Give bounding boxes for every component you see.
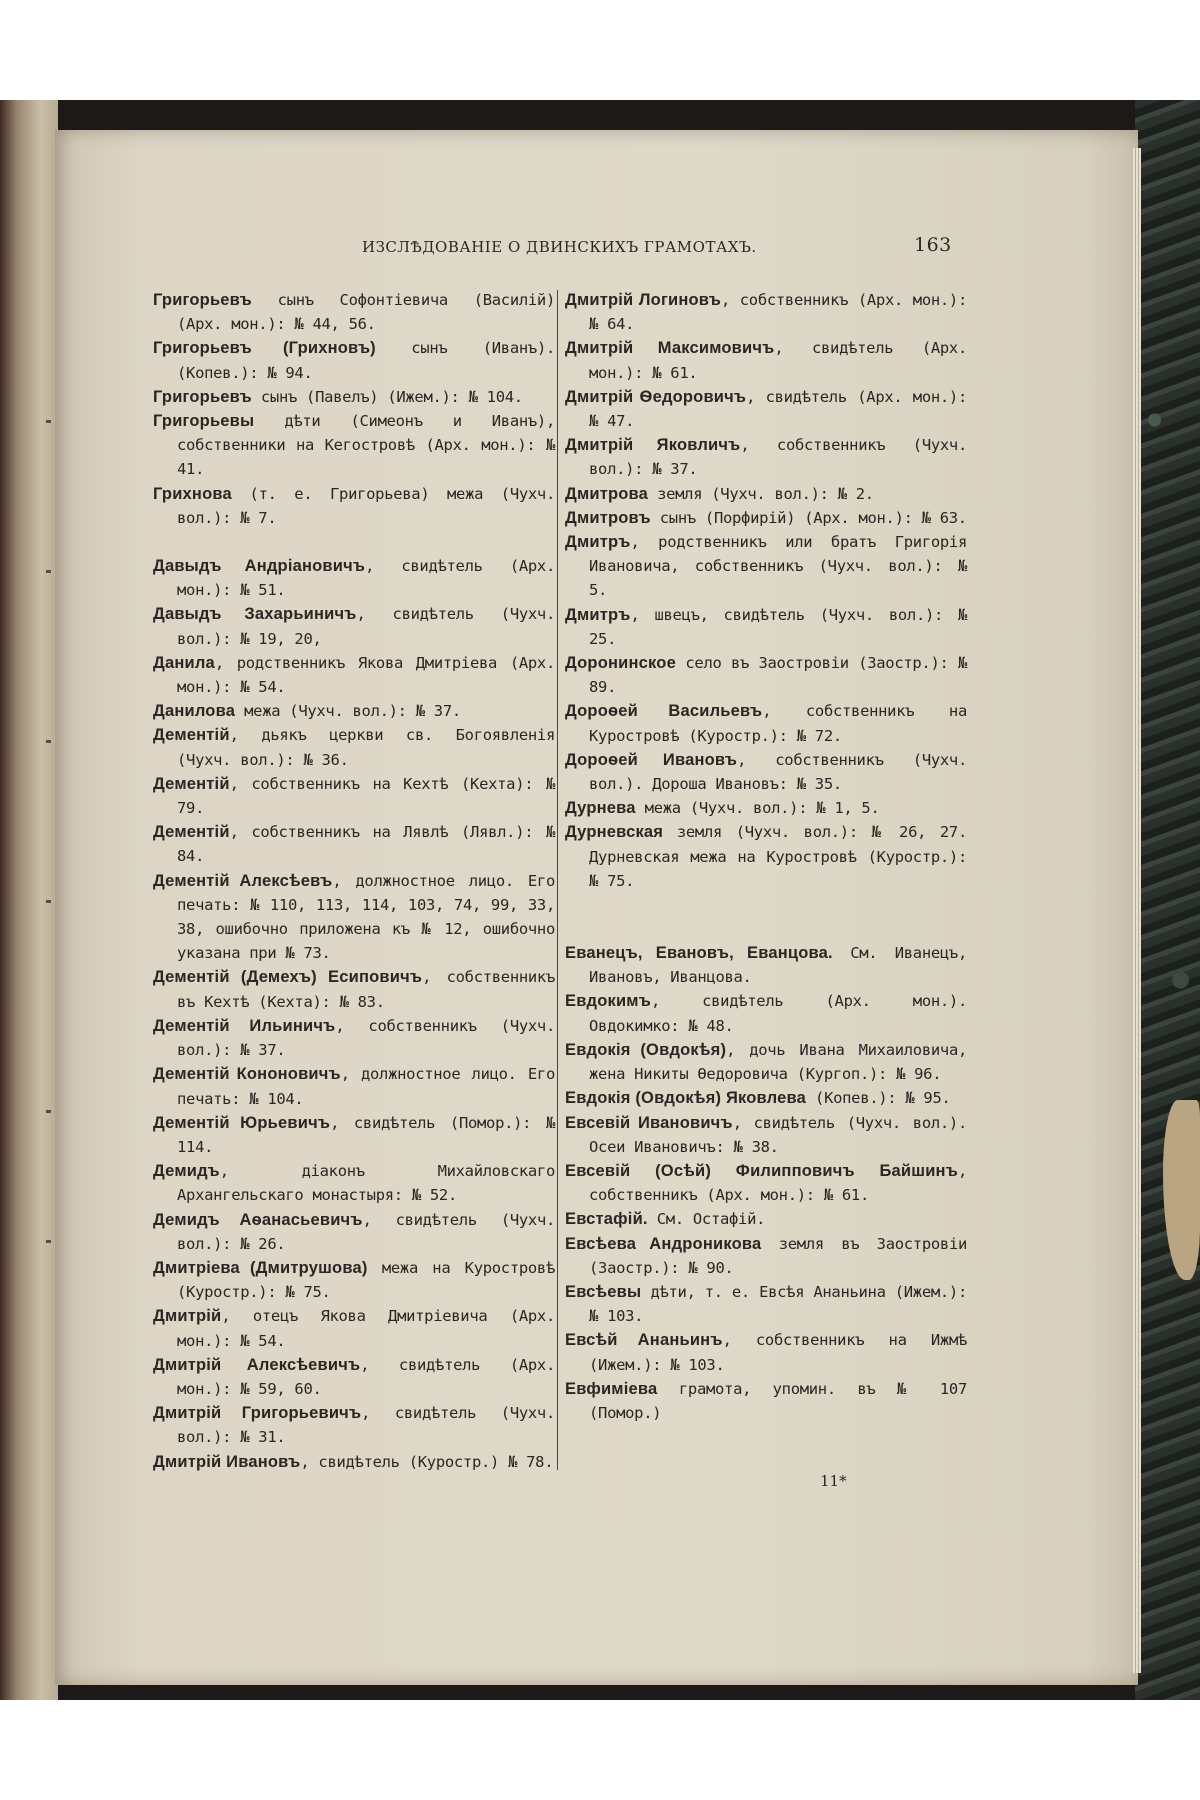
entry-headword: Данила <box>153 653 215 672</box>
entry-headword: Дороѳей Ивановъ <box>565 750 738 769</box>
index-entry <box>153 288 555 336</box>
entry-description: , свидѣтель (Арх. мон.). Овдокимко: № 48. <box>589 992 967 1035</box>
entry-description: (т. е. Григорьева) межа (Чухч. вол.): № 7. <box>177 484 555 527</box>
index-entry <box>565 603 967 651</box>
index-entry <box>153 385 555 409</box>
index-entry <box>153 1208 555 1256</box>
index-entry <box>565 1328 967 1376</box>
entry-description: , дочь Ивана Михаиловича, жена Никиты Ѳедоровича (Кургоп.): № 96. <box>589 1040 968 1084</box>
entry-headword: Дмитрій Ѳедоровичъ <box>565 387 747 406</box>
entry-headword: Дементій Кононовичъ <box>153 1065 341 1084</box>
entry-headword: Евфиміева <box>565 1379 658 1398</box>
entry-description: , должностное лицо. Его печать: № 104. <box>177 1065 556 1108</box>
entry-description: сынъ (Павелъ) (Ижем.): № 104. <box>251 387 523 406</box>
entry-description: , дьякъ церкви св. Богоявленія (Чухч. вол.): № 36. <box>177 726 555 769</box>
column-divider <box>557 290 558 1470</box>
entry-description: сынъ (Иванъ). (Копев.): № 94. <box>177 339 556 382</box>
index-entry <box>565 288 967 336</box>
entry-description: село въ Заостровіи (Заостр.): № 89. <box>589 654 967 697</box>
entry-description: дѣти, т. е. Евсѣя Ананьина (Ижем.): № 103. <box>589 1282 967 1326</box>
entry-description: сынъ Софонтіевича (Василій) (Арх. мон.): № 44, 56. <box>177 291 555 334</box>
entry-description: межа (Чухч. вол.): № 1, 5. <box>635 799 880 818</box>
index-entry <box>565 748 967 796</box>
index-entry <box>153 336 555 384</box>
entry-description: земля въ Заостровіи (Заостр.): № 90. <box>589 1234 968 1277</box>
entry-headword: Дмитрій Ивановъ <box>153 1452 301 1471</box>
entry-headword: Дмитрій Алексѣевичъ <box>153 1355 361 1374</box>
index-entry <box>153 1062 555 1110</box>
entry-headword: Евсѣй Ананьинъ <box>565 1331 723 1350</box>
entry-description: , собственникъ на Куростровѣ (Куростр.): № 72. <box>589 702 967 745</box>
index-entry <box>153 651 555 699</box>
entry-description: , діаконъ Михайловскаго Архангельскаго монастыря: № 52. <box>177 1162 555 1205</box>
index-entry <box>565 699 967 747</box>
entry-headword: Евдокія (Овдокѣя) Яковлева <box>565 1089 806 1108</box>
entry-headword: Дмитровъ <box>565 508 651 527</box>
index-entry <box>565 506 967 530</box>
entry-headword: Дементій Юрьевичъ <box>153 1113 331 1132</box>
entry-headword: Дмитрій <box>153 1307 222 1326</box>
index-entry <box>153 554 555 602</box>
entry-description: , отецъ Якова Дмитріевича (Арх. мон.): № 54. <box>177 1307 555 1350</box>
index-entry <box>153 1353 555 1401</box>
entry-description: , свидѣтель (Чухч. вол.): № 19, 20, <box>177 605 555 648</box>
entry-headword: Евдокія (Овдокѣя) <box>565 1040 727 1059</box>
entry-headword: Евсѣева Андроникова <box>565 1234 762 1253</box>
index-entry <box>565 1207 967 1231</box>
entry-headword: Григорьевы <box>153 412 255 431</box>
index-entry <box>565 1038 967 1086</box>
entry-description: , свидѣтель (Помор.): № 114. <box>177 1113 555 1156</box>
entry-headword: Дмитрій Яковличъ <box>565 436 741 455</box>
entry-headword: Григорьевъ (Грихновъ) <box>153 339 376 358</box>
book-cover-edge <box>1135 100 1200 1700</box>
index-entry <box>565 651 967 699</box>
left-page-edge <box>0 100 58 1700</box>
entry-description: дѣти (Симеонъ и Иванъ), собственники на Кегостровѣ (Арх. мон.): № 41. <box>177 412 555 479</box>
entry-description: , родственникъ или братъ Григорія Ивановича, собственникъ (Чухч. вол.): № 5. <box>589 533 967 600</box>
entry-headword: Доронинское <box>565 654 676 673</box>
entry-headword: Дороѳей Васильевъ <box>565 702 763 721</box>
signature-mark: 11* <box>820 1472 847 1490</box>
entry-headword: Дмитріева (Дмитрушова) <box>153 1258 368 1277</box>
entry-description: , свидѣтель (Чухч. вол.): № 26. <box>177 1210 556 1253</box>
entry-description: межа (Чухч. вол.): № 37. <box>235 702 461 721</box>
index-entry <box>565 1232 967 1280</box>
entry-description: , свидѣтель (Куростр.) № 78. <box>300 1452 554 1471</box>
entry-description: , собственникъ на Лявлѣ (Лявл.): № 84. <box>177 823 555 866</box>
entry-headword: Дементій Ильиничъ <box>153 1016 336 1035</box>
entry-headword: Дмитрова <box>565 484 649 503</box>
entry-headword: Григорьевъ <box>153 387 252 406</box>
entry-headword: Дементій <box>153 726 230 745</box>
entry-headword: Грихнова <box>153 484 232 503</box>
entry-headword: Евсевій (Осѣй) Филипповичъ Байшинъ <box>565 1161 958 1180</box>
entry-gap <box>565 893 967 941</box>
entry-headword: Дементій Алексѣевъ <box>153 871 333 890</box>
entry-headword: Демидъ <box>153 1162 220 1181</box>
entry-description: , свидѣтель (Чухч. вол.): № 31. <box>177 1404 555 1447</box>
index-entry <box>153 602 555 650</box>
entry-headword: Демидъ Аѳанасьевичъ <box>153 1210 363 1229</box>
entry-headword: Еванецъ, Евановъ, Еванцова. <box>565 944 833 963</box>
index-column-right <box>565 288 967 1425</box>
entry-description: , свидѣтель (Арх. мон.): № 47. <box>589 387 967 431</box>
index-entry <box>565 530 967 603</box>
entry-description: , свидѣтель (Арх. мон.): № 59, 60. <box>177 1355 555 1398</box>
entry-description: , свидѣтель (Чухч. вол.). Осеи Ивановичъ: № 38. <box>589 1113 967 1156</box>
index-entry <box>153 1450 555 1474</box>
index-entry <box>153 409 555 482</box>
entry-headword: Дементій <box>153 774 230 793</box>
entry-headword: Евсѣевы <box>565 1282 642 1301</box>
index-entry <box>153 1401 555 1449</box>
index-entry <box>153 1256 555 1304</box>
entry-description: См. Остафій. <box>647 1210 766 1229</box>
entry-description: , собственникъ (Арх. мон.): № 61. <box>589 1161 967 1205</box>
entry-description: , родственникъ Якова Дмитріева (Арх. мон.): № 54. <box>177 653 555 697</box>
index-entry <box>565 1280 967 1328</box>
index-entry <box>565 385 967 433</box>
index-entry <box>153 1014 555 1062</box>
entry-description: земля (Чухч. вол.): № 26, 27. Дурневская межа на Куростровѣ (Куростр.): № 75. <box>589 823 967 890</box>
entry-description: , собственникъ въ Кехтѣ (Кехта): № 83. <box>177 968 555 1011</box>
entry-description: , собственникъ (Чухч. вол.): № 37. <box>589 436 967 479</box>
entry-headword: Дементій <box>153 823 230 842</box>
entry-description: , собственникъ (Арх. мон.): № 64. <box>589 291 967 334</box>
entry-description: , собственникъ на Ижмѣ (Ижем.): № 103. <box>589 1331 968 1374</box>
entry-headword: Дмитрій Григорьевичъ <box>153 1404 362 1423</box>
index-entry <box>153 965 555 1013</box>
index-entry <box>153 772 555 820</box>
entry-description: грамота, упомин. въ № 107 (Помор.) <box>589 1379 967 1422</box>
entry-headword: Давыдъ Андріановичъ <box>153 557 366 576</box>
index-column-left <box>153 288 555 1474</box>
index-entry <box>565 820 967 893</box>
running-title: ИЗСЛѢДОВАНІЕ О ДВИНСКИХЪ ГРАМОТАХЪ. <box>362 238 757 256</box>
entry-headword: Григорьевъ <box>153 291 252 309</box>
entry-description: , собственникъ (Чухч. вол.): № 37. <box>177 1016 555 1060</box>
index-entry <box>565 989 967 1037</box>
index-entry <box>153 1111 555 1159</box>
index-entry <box>565 482 967 506</box>
entry-headword: Дмитръ <box>565 533 631 552</box>
entry-description: См. Иванецъ, Ивановъ, Иванцова. <box>589 944 967 987</box>
entry-headword: Дмитръ <box>565 605 631 624</box>
index-entry <box>153 723 555 771</box>
index-entry <box>565 1159 967 1207</box>
index-entry <box>153 482 555 530</box>
page-number: 163 <box>914 234 952 256</box>
entry-gap <box>153 530 555 554</box>
index-entry <box>565 1086 967 1110</box>
entry-description: , свидѣтель (Арх. мон.): № 61. <box>589 339 967 382</box>
entry-description: , должностное лицо. Его печать: № 110, 113, 114, 103, 74, 99, 33, 38, ошибочно приложена къ № 12, ошибочно указана при № 73. <box>177 871 555 963</box>
page-stack-edge <box>1133 148 1141 1673</box>
entry-description: (Копев.): № 95. <box>806 1089 951 1108</box>
entry-headword: Евсевій Ивановичъ <box>565 1113 733 1132</box>
entry-description: , свидѣтель (Арх. мон.): № 51. <box>177 557 555 600</box>
entry-description: сынъ (Порфирій) (Арх. мон.): № 63. <box>650 508 967 527</box>
entry-headword: Дмитрій Максимовичъ <box>565 339 775 358</box>
index-entry <box>153 820 555 868</box>
entry-description: , собственникъ на Кехтѣ (Кехта): № 79. <box>177 774 555 818</box>
index-entry <box>565 796 967 820</box>
entry-description: , швецъ, свидѣтель (Чухч. вол.): № 25. <box>589 605 967 648</box>
entry-headword: Дурневская <box>565 823 664 842</box>
entry-headword: Евстафій. <box>565 1210 648 1229</box>
index-entry <box>153 1159 555 1207</box>
index-entry <box>565 336 967 384</box>
entry-description: , собственникъ (Чухч. вол.). Дороша Ивановъ: № 35. <box>589 750 967 794</box>
index-entry <box>565 941 967 989</box>
entry-headword: Евдокимъ <box>565 992 651 1011</box>
entry-headword: Дурнева <box>565 799 636 818</box>
index-entry <box>153 699 555 723</box>
entry-headword: Дмитрій Логиновъ <box>565 291 721 309</box>
index-entry <box>153 869 555 966</box>
entry-description: земля (Чухч. вол.): № 2. <box>648 484 874 503</box>
entry-headword: Данилова <box>153 702 236 721</box>
index-entry <box>153 1304 555 1352</box>
entry-headword: Дементій (Демехъ) Есиповичъ <box>153 968 423 987</box>
index-entry <box>565 433 967 481</box>
index-entry <box>565 1377 967 1425</box>
entry-description: межа на Куростровѣ (Куростр.): № 75. <box>177 1258 555 1302</box>
entry-headword: Давыдъ Захарьиничъ <box>153 605 357 624</box>
index-entry <box>565 1111 967 1159</box>
